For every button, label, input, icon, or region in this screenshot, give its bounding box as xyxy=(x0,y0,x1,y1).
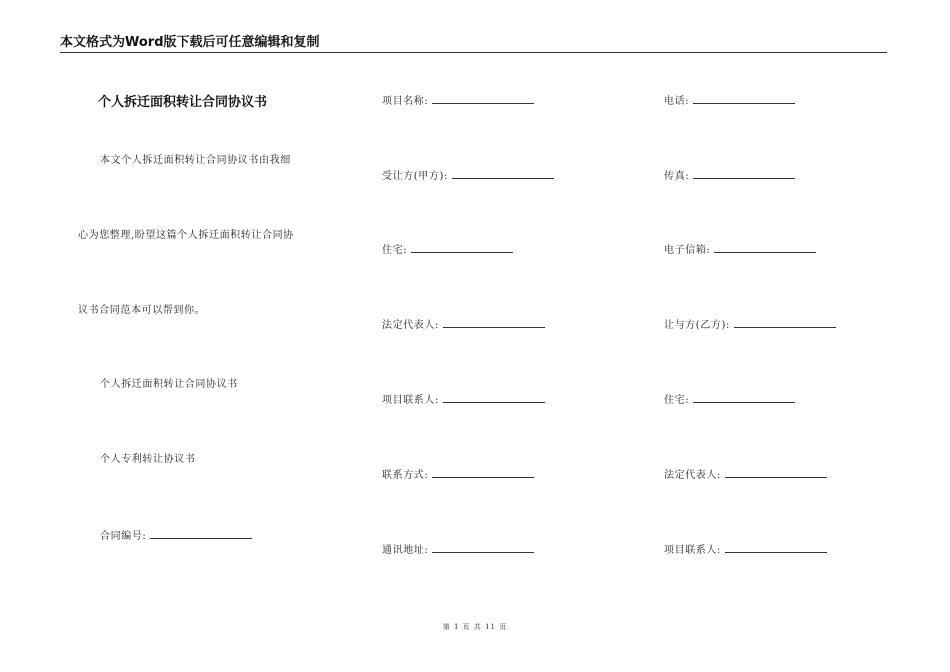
contact-method-blank xyxy=(432,468,534,478)
intro-line-2: 心为您整理,盼望这篇个人拆迁面积转让合同协 xyxy=(78,230,294,241)
residence-blank-a xyxy=(411,243,513,253)
assignor-label: 受让方(甲方): xyxy=(382,171,448,182)
project-contact-blank-b xyxy=(725,543,827,553)
document-header: 本文格式为Word版下载后可任意编辑和复制 xyxy=(60,34,887,53)
intro-line-1: 本文个人拆迁面积转让合同协议书由我细 xyxy=(100,155,291,166)
assignee-field xyxy=(664,318,836,332)
address-blank xyxy=(432,543,534,553)
contract-number-label: 合同编号: xyxy=(100,531,147,542)
legal-rep-label-b: 法定代表人: xyxy=(664,470,721,481)
legal-rep-field-b xyxy=(664,468,827,482)
phone-blank xyxy=(693,94,795,104)
section-heading-1: 个人拆迁面积转让合同协议书 xyxy=(100,379,238,390)
project-contact-field-b xyxy=(664,543,827,557)
residence-label-b: 住宅: xyxy=(664,395,690,406)
residence-blank-b xyxy=(693,393,795,403)
project-name-field xyxy=(382,94,534,108)
project-contact-label-a: 项目联系人: xyxy=(382,395,439,406)
project-contact-label-b: 项目联系人: xyxy=(664,545,721,556)
document-title: 个人拆迁面积转让合同协议书 xyxy=(98,95,268,110)
project-name-label: 项目名称: xyxy=(382,96,429,107)
fax-label: 传真: xyxy=(664,171,690,182)
residence-label-a: 住宅: xyxy=(382,245,408,256)
email-field xyxy=(664,243,816,257)
legal-rep-blank-b xyxy=(725,468,827,478)
legal-rep-blank-a xyxy=(443,318,545,328)
phone-label: 电话: xyxy=(664,96,690,107)
email-blank xyxy=(714,243,816,253)
project-contact-blank-a xyxy=(443,393,545,403)
contract-number-field xyxy=(100,529,252,543)
intro-line-3: 议书合同范本可以帮到你。 xyxy=(78,305,206,316)
fax-field xyxy=(664,169,795,183)
project-contact-field-a xyxy=(382,393,545,407)
project-name-blank xyxy=(432,94,534,104)
contact-method-label: 联系方式: xyxy=(382,470,429,481)
fax-blank xyxy=(693,169,795,179)
legal-rep-field-a xyxy=(382,318,545,332)
assignor-blank xyxy=(452,169,554,179)
address-field xyxy=(382,543,534,557)
assignor-field xyxy=(382,169,554,183)
residence-field-b xyxy=(664,393,795,407)
legal-rep-label-a: 法定代表人: xyxy=(382,320,439,331)
assignee-label: 让与方(乙方): xyxy=(664,320,730,331)
contract-number-blank xyxy=(150,529,252,539)
assignee-blank xyxy=(734,318,836,328)
phone-field xyxy=(664,94,795,108)
email-label: 电子信箱: xyxy=(664,245,711,256)
address-label: 通讯地址: xyxy=(382,545,429,556)
residence-field-a xyxy=(382,243,513,257)
section-heading-2: 个人专利转让协议书 xyxy=(100,454,196,465)
contact-method-field xyxy=(382,468,534,482)
page-number: 第 1 页 共 11 页 xyxy=(442,623,508,631)
